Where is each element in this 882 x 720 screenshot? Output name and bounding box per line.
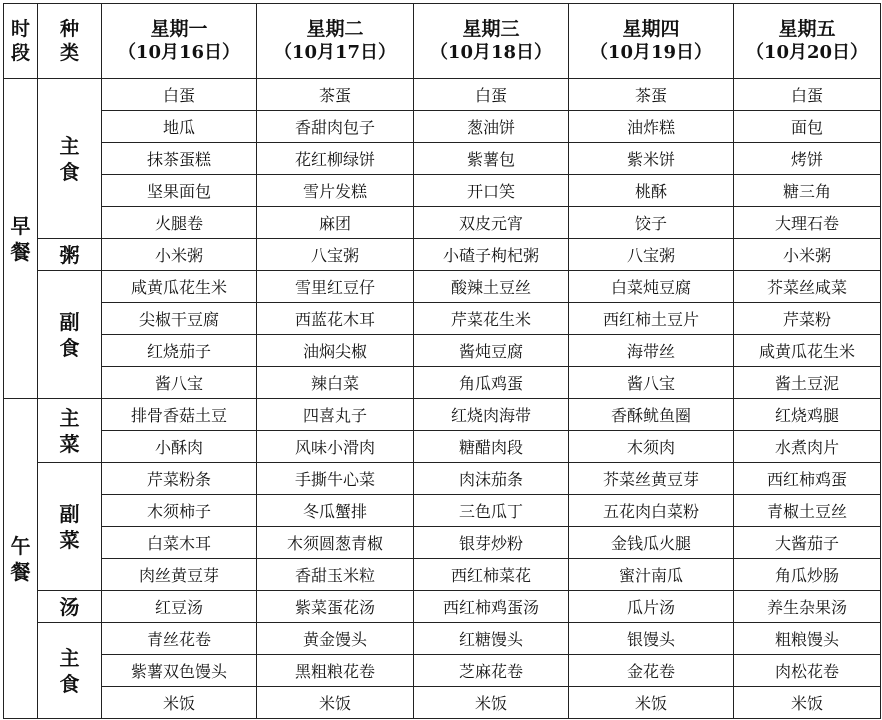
- dish-cell: 银馒头: [569, 623, 734, 655]
- dish-cell: 粗粮馒头: [734, 623, 881, 655]
- dish-cell: 海带丝: [569, 335, 734, 367]
- dish-cell: 西蓝花木耳: [257, 303, 414, 335]
- menu-row: [4, 79, 881, 111]
- dish-cell: 红烧鸡腿: [734, 399, 881, 431]
- category-label: 主菜: [59, 405, 80, 456]
- dish-cell: 白蛋: [734, 79, 881, 111]
- dish-cell: 酱土豆泥: [734, 367, 881, 399]
- dish-cell: 紫米饼: [569, 143, 734, 175]
- category-cell: [38, 463, 102, 591]
- dish-cell: 木须圆葱青椒: [257, 527, 414, 559]
- category-cell: [38, 239, 102, 271]
- meal-segment-label: 午餐: [10, 533, 31, 584]
- dish-cell: 白菜木耳: [102, 527, 257, 559]
- dish-cell: 雪片发糕: [257, 175, 414, 207]
- menu-row: [4, 175, 881, 207]
- dish-cell: 青椒土豆丝: [734, 495, 881, 527]
- dish-cell: 香甜肉包子: [257, 111, 414, 143]
- dish-cell: 芥菜丝黄豆芽: [569, 463, 734, 495]
- dish-cell: 麻团: [257, 207, 414, 239]
- category-cell: [38, 271, 102, 399]
- day-header-fri: [734, 4, 881, 79]
- dish-cell: 角瓜炒肠: [734, 559, 881, 591]
- category-cell: [38, 591, 102, 623]
- menu-row: [4, 111, 881, 143]
- dish-cell: 茶蛋: [257, 79, 414, 111]
- menu-row: [4, 207, 881, 239]
- dish-cell: 白菜炖豆腐: [569, 271, 734, 303]
- day-header-wed: [414, 4, 569, 79]
- dish-cell: 酱八宝: [569, 367, 734, 399]
- category-label: 主食: [59, 645, 80, 696]
- dish-cell: 地瓜: [102, 111, 257, 143]
- category-cell: [38, 79, 102, 239]
- category-label: 副菜: [59, 501, 80, 552]
- dish-cell: 芹菜粉条: [102, 463, 257, 495]
- dish-cell: 芥菜丝咸菜: [734, 271, 881, 303]
- day-date: （10月19日）: [589, 42, 713, 63]
- dish-cell: 蜜汁南瓜: [569, 559, 734, 591]
- dish-cell: 红烧肉海带: [414, 399, 569, 431]
- day-header-tue: [257, 4, 414, 79]
- dish-cell: 红豆汤: [102, 591, 257, 623]
- dish-cell: 辣白菜: [257, 367, 414, 399]
- menu-row: [4, 591, 881, 623]
- dish-cell: 风味小滑肉: [257, 431, 414, 463]
- dish-cell: 火腿卷: [102, 207, 257, 239]
- dish-cell: 紫菜蛋花汤: [257, 591, 414, 623]
- dish-cell: 西红柿鸡蛋汤: [414, 591, 569, 623]
- meal-segment-cell: [4, 79, 38, 399]
- dish-cell: 木须柿子: [102, 495, 257, 527]
- dish-cell: 小米粥: [734, 239, 881, 271]
- day-date: （10月20日）: [745, 42, 869, 63]
- dish-cell: 小碴子枸杞粥: [414, 239, 569, 271]
- dish-cell: 坚果面包: [102, 175, 257, 207]
- dish-cell: 油炸糕: [569, 111, 734, 143]
- segment-header-label: 时段: [10, 18, 30, 64]
- meal-segment-cell: [4, 399, 38, 719]
- menu-row: [4, 399, 881, 431]
- dish-cell: 糖醋肉段: [414, 431, 569, 463]
- dish-cell: 酱八宝: [102, 367, 257, 399]
- dish-cell: 手撕牛心菜: [257, 463, 414, 495]
- dish-cell: 桃酥: [569, 175, 734, 207]
- segment-header: [4, 4, 38, 79]
- dish-cell: 面包: [734, 111, 881, 143]
- category-label: 副食: [59, 309, 80, 360]
- dish-cell: 红烧茄子: [102, 335, 257, 367]
- day-name: 星期二: [306, 18, 364, 40]
- dish-cell: 养生杂果汤: [734, 591, 881, 623]
- dish-cell: 花红柳绿饼: [257, 143, 414, 175]
- category-cell: [38, 399, 102, 463]
- dish-cell: 开口笑: [414, 175, 569, 207]
- day-name: 星期三: [462, 18, 520, 40]
- dish-cell: 木须肉: [569, 431, 734, 463]
- menu-row: [4, 687, 881, 719]
- dish-cell: 酸辣土豆丝: [414, 271, 569, 303]
- dish-cell: 大酱茄子: [734, 527, 881, 559]
- menu-row: [4, 335, 881, 367]
- dish-cell: 白蛋: [102, 79, 257, 111]
- menu-body: [4, 79, 881, 719]
- day-name: 星期一: [150, 18, 208, 40]
- dish-cell: 小米粥: [102, 239, 257, 271]
- dish-cell: 肉丝黄豆芽: [102, 559, 257, 591]
- dish-cell: 油焖尖椒: [257, 335, 414, 367]
- menu-table: [3, 3, 881, 719]
- category-label: 粥: [59, 242, 80, 267]
- dish-cell: 芹菜花生米: [414, 303, 569, 335]
- dish-cell: 米饭: [102, 687, 257, 719]
- dish-cell: 双皮元宵: [414, 207, 569, 239]
- menu-row: [4, 239, 881, 271]
- day-header-thu: [569, 4, 734, 79]
- meal-segment-label: 早餐: [10, 213, 31, 264]
- dish-cell: 米饭: [257, 687, 414, 719]
- dish-cell: 米饭: [734, 687, 881, 719]
- dish-cell: 肉松花卷: [734, 655, 881, 687]
- dish-cell: 香甜玉米粒: [257, 559, 414, 591]
- dish-cell: 红糖馒头: [414, 623, 569, 655]
- day-name: 星期四: [622, 18, 680, 40]
- dish-cell: 排骨香菇土豆: [102, 399, 257, 431]
- dish-cell: 雪里红豆仔: [257, 271, 414, 303]
- dish-cell: 西红柿鸡蛋: [734, 463, 881, 495]
- dish-cell: 四喜丸子: [257, 399, 414, 431]
- day-date: （10月17日）: [273, 42, 397, 63]
- dish-cell: 小酥肉: [102, 431, 257, 463]
- day-header-mon: [102, 4, 257, 79]
- dish-cell: 五花肉白菜粉: [569, 495, 734, 527]
- dish-cell: 西红柿土豆片: [569, 303, 734, 335]
- menu-row: [4, 367, 881, 399]
- dish-cell: 瓜片汤: [569, 591, 734, 623]
- menu-row: [4, 303, 881, 335]
- menu-row: [4, 463, 881, 495]
- dish-cell: 黄金馒头: [257, 623, 414, 655]
- dish-cell: 紫薯双色馒头: [102, 655, 257, 687]
- dish-cell: 黑粗粮花卷: [257, 655, 414, 687]
- menu-row: [4, 559, 881, 591]
- category-cell: [38, 623, 102, 719]
- menu-header: [4, 4, 881, 79]
- menu-row: [4, 527, 881, 559]
- dish-cell: 三色瓜丁: [414, 495, 569, 527]
- dish-cell: 金花卷: [569, 655, 734, 687]
- dish-cell: 青丝花卷: [102, 623, 257, 655]
- dish-cell: 米饭: [414, 687, 569, 719]
- menu-row: [4, 271, 881, 303]
- menu-row: [4, 655, 881, 687]
- menu-row: [4, 623, 881, 655]
- dish-cell: 大理石卷: [734, 207, 881, 239]
- day-name: 星期五: [778, 18, 836, 40]
- menu-row: [4, 431, 881, 463]
- dish-cell: 肉沫茄条: [414, 463, 569, 495]
- dish-cell: 咸黄瓜花生米: [734, 335, 881, 367]
- dish-cell: 八宝粥: [569, 239, 734, 271]
- dish-cell: 米饭: [569, 687, 734, 719]
- dish-cell: 芹菜粉: [734, 303, 881, 335]
- dish-cell: 紫薯包: [414, 143, 569, 175]
- dish-cell: 白蛋: [414, 79, 569, 111]
- dish-cell: 西红柿菜花: [414, 559, 569, 591]
- menu-row: [4, 495, 881, 527]
- dish-cell: 角瓜鸡蛋: [414, 367, 569, 399]
- day-date: （10月18日）: [429, 42, 553, 63]
- day-date: （10月16日）: [117, 42, 241, 63]
- dish-cell: 茶蛋: [569, 79, 734, 111]
- dish-cell: 芝麻花卷: [414, 655, 569, 687]
- header-row: [4, 4, 881, 79]
- category-label: 汤: [59, 594, 80, 619]
- category-header: [38, 4, 102, 79]
- dish-cell: 抹茶蛋糕: [102, 143, 257, 175]
- dish-cell: 尖椒干豆腐: [102, 303, 257, 335]
- dish-cell: 烤饼: [734, 143, 881, 175]
- dish-cell: 咸黄瓜花生米: [102, 271, 257, 303]
- dish-cell: 葱油饼: [414, 111, 569, 143]
- category-header-label: 种类: [59, 18, 79, 64]
- dish-cell: 银芽炒粉: [414, 527, 569, 559]
- dish-cell: 水煮肉片: [734, 431, 881, 463]
- dish-cell: 香酥鱿鱼圈: [569, 399, 734, 431]
- category-label: 主食: [59, 133, 80, 184]
- dish-cell: 糖三角: [734, 175, 881, 207]
- dish-cell: 酱炖豆腐: [414, 335, 569, 367]
- menu-row: [4, 143, 881, 175]
- dish-cell: 八宝粥: [257, 239, 414, 271]
- dish-cell: 冬瓜蟹排: [257, 495, 414, 527]
- dish-cell: 金钱瓜火腿: [569, 527, 734, 559]
- dish-cell: 饺子: [569, 207, 734, 239]
